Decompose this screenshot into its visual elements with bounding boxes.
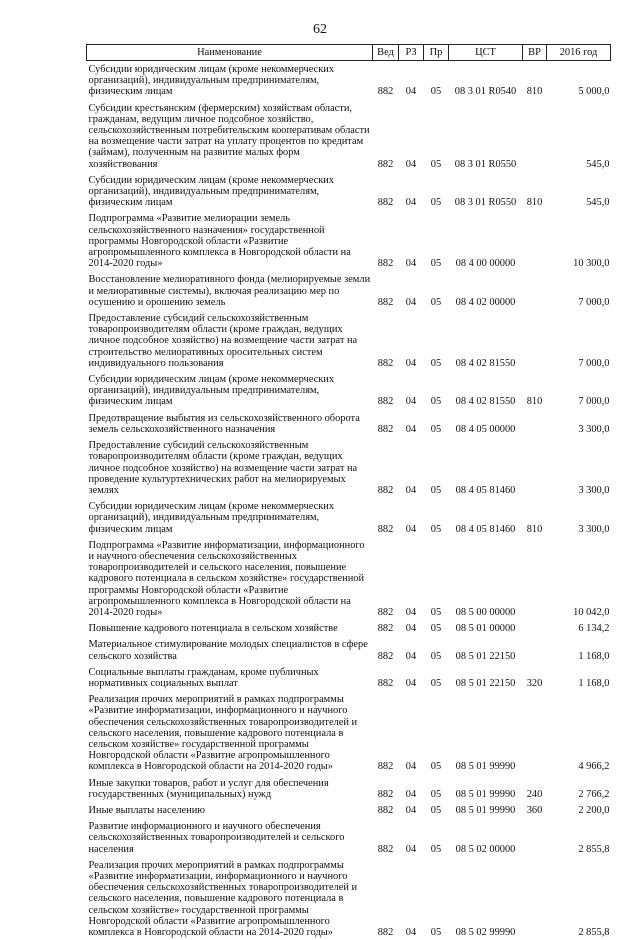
- row-rz: 04: [405, 677, 417, 689]
- row-rz: 04: [405, 788, 417, 800]
- row-name: Реализация прочих мероприятий в рамках подпрограммы «Развитие информатизации, информационного и научного обеспечения сельскохозяйственных товаропроизводителей и сельского населения, повышение кадрового потенциала в сельском хозяйстве» государственной программы Новгородской области «Развитие агропромышленного комплекса в Новгородской области на 2014-2020 годы»: [88, 694, 358, 773]
- row-sum: 7 000,0: [578, 357, 610, 369]
- row-ved: 882: [377, 761, 394, 773]
- row-rz: 04: [405, 484, 417, 496]
- row-vr: 810: [526, 86, 543, 98]
- row-ved: 882: [377, 197, 394, 209]
- row-sum: 6 134,2: [578, 623, 610, 635]
- row-vr: [523, 210, 547, 271]
- row-ved: 882: [377, 623, 394, 635]
- row-name: Подпрограмма «Развитие информатизации, информационного и научного обеспечения сельскохозяйственных товаропроизводителей и сельского населения, повышение кадрового потенциала в сельском хозяйстве» государственной программы Новгородской области «Развитие агропромышленного комплекса в Новгородской области на 2014-2020 годы»: [88, 539, 365, 618]
- row-sum: 7 000,0: [578, 396, 610, 408]
- table-row: [87, 620, 611, 636]
- table-row: [87, 310, 611, 371]
- row-name: Субсидии юридическим лицам (кроме некоммерческих организаций), индивидуальным предпринимателям, физическим лицам: [88, 64, 335, 98]
- row-rz: 04: [405, 423, 417, 435]
- row-cst: 08 5 01 00000: [455, 623, 516, 635]
- row-rz: 04: [405, 843, 417, 855]
- row-sum: 3 300,0: [578, 423, 610, 435]
- row-cst: 08 4 05 81460: [455, 523, 516, 535]
- row-pr: 05: [430, 623, 442, 635]
- row-rz: 04: [405, 623, 417, 635]
- row-pr: 05: [430, 86, 442, 98]
- row-rz: 04: [405, 396, 417, 408]
- row-name: Предотвращение выбытия из сельскохозяйственного оборота земель сельскохозяйственного назначения: [88, 412, 360, 435]
- row-sum: 545,0: [586, 158, 610, 170]
- header-pr: Пр: [424, 45, 449, 61]
- row-vr: [523, 100, 547, 172]
- row-vr: 810: [526, 197, 543, 209]
- row-sum: 10 042,0: [573, 606, 610, 618]
- row-sum: 3 300,0: [578, 484, 610, 496]
- row-cst: 08 4 05 81460: [455, 484, 516, 496]
- table-row: [87, 775, 611, 802]
- row-cst: 08 4 05 00000: [455, 423, 516, 435]
- row-pr: 05: [430, 423, 442, 435]
- table-row: [87, 691, 611, 774]
- row-name: Иные закупки товаров, работ и услуг для обеспечения государственных (муниципальных) нужд: [88, 777, 329, 800]
- header-ved: Вед: [373, 45, 399, 61]
- row-vr: [523, 857, 547, 940]
- table-row: [87, 271, 611, 310]
- row-vr: 240: [526, 788, 543, 800]
- row-rz: 04: [405, 158, 417, 170]
- row-name: Субсидии крестьянским (фермерским) хозяйствам области, гражданам, ведущим личное подсобное хозяйство, сельскохозяйственным потребительским кооперативам области на возмещение части затрат на уплату процентов по кредитам (займам), полученным на развитие малых форм хозяйствования: [88, 102, 370, 170]
- row-name: Восстановление мелиоративного фонда (мелиорируемые земли и мелиоративные системы), включая реализацию мер по осушению и орошению земель: [88, 274, 371, 308]
- header-cst: ЦСТ: [449, 45, 523, 61]
- row-sum: 1 168,0: [578, 677, 610, 689]
- row-ved: 882: [377, 258, 394, 270]
- row-rz: 04: [405, 927, 417, 939]
- row-vr: [523, 271, 547, 310]
- budget-table: [86, 44, 611, 940]
- row-vr: 360: [526, 804, 543, 816]
- row-pr: 05: [430, 650, 442, 662]
- row-sum: 10 300,0: [573, 258, 610, 270]
- row-cst: 08 3 01 R0550: [454, 158, 517, 170]
- row-rz: 04: [405, 761, 417, 773]
- row-rz: 04: [405, 606, 417, 618]
- table-row: [87, 857, 611, 940]
- row-vr: [523, 437, 547, 498]
- row-ved: 882: [377, 158, 394, 170]
- row-ved: 882: [377, 788, 394, 800]
- row-pr: 05: [430, 258, 442, 270]
- row-ved: 882: [377, 296, 394, 308]
- row-name: Субсидии юридическим лицам (кроме некоммерческих организаций), индивидуальным предпринимателям, физическим лицам: [88, 174, 335, 209]
- row-sum: 2 200,0: [578, 804, 610, 816]
- row-ved: 882: [377, 357, 394, 369]
- row-sum: 5 000,0: [578, 86, 610, 98]
- row-pr: 05: [430, 296, 442, 308]
- row-sum: 2 855,8: [578, 843, 610, 855]
- table-row: [87, 410, 611, 437]
- header-name: Наименование: [87, 45, 373, 61]
- row-vr: 810: [526, 523, 543, 535]
- row-cst: 08 4 02 81550: [455, 357, 516, 369]
- row-name: Повышение кадрового потенциала в сельском хозяйстве: [88, 623, 338, 635]
- row-name: Иные выплаты населению: [88, 804, 206, 816]
- row-name: Социальные выплаты гражданам, кроме публичных нормативных социальных выплат: [88, 666, 319, 689]
- table-row: [87, 802, 611, 818]
- table-row: [87, 61, 611, 100]
- row-ved: 882: [377, 843, 394, 855]
- row-pr: 05: [430, 788, 442, 800]
- row-pr: 05: [430, 484, 442, 496]
- header-rz: РЗ: [399, 45, 424, 61]
- row-ved: 882: [377, 484, 394, 496]
- row-pr: 05: [430, 197, 442, 209]
- row-cst: 08 5 01 99990: [455, 761, 516, 773]
- row-name: Реализация прочих мероприятий в рамках подпрограммы «Развитие информатизации, информационного и научного обеспечения сельскохозяйственных товаропроизводителей и сельского населения, повышение кадрового потенциала в сельском хозяйстве» государственной программы Новгородской области «Развитие агропромышленного комплекса в Новгородской области на 2014-2020 годы»: [88, 859, 358, 939]
- row-name: Материальное стимулирование молодых специалистов в сфере сельского хозяйства: [88, 639, 368, 662]
- row-name: Предоставление субсидий сельскохозяйственным товаропроизводителям области (кроме граждан, ведущих личное подсобное хозяйство) на возмещение части затрат на проведение культуртехнических работ на мелиорируемых землях: [88, 440, 358, 496]
- row-pr: 05: [430, 606, 442, 618]
- row-vr: [523, 636, 547, 663]
- row-ved: 882: [377, 423, 394, 435]
- row-rz: 04: [405, 804, 417, 816]
- row-ved: 882: [377, 804, 394, 816]
- row-cst: 08 4 02 00000: [455, 296, 516, 308]
- row-sum: 4 966,2: [578, 761, 610, 773]
- row-cst: 08 5 01 99990: [455, 804, 516, 816]
- row-rz: 04: [405, 523, 417, 535]
- row-pr: 05: [430, 396, 442, 408]
- row-sum: 2 855,8: [578, 927, 610, 939]
- row-ved: 882: [377, 606, 394, 618]
- row-vr: 320: [526, 677, 543, 689]
- row-pr: 05: [430, 677, 442, 689]
- row-sum: 7 000,0: [578, 296, 610, 308]
- row-name: Субсидии юридическим лицам (кроме некоммерческих организаций), индивидуальным предпринимателям, физическим лицам: [88, 374, 335, 408]
- row-vr: [523, 310, 547, 371]
- row-cst: 08 3 01 R0550: [454, 197, 517, 209]
- row-vr: [523, 537, 547, 620]
- row-pr: 05: [430, 927, 442, 939]
- header-vr: ВР: [523, 45, 547, 61]
- row-vr: [523, 620, 547, 636]
- page-number: 62: [313, 22, 327, 37]
- row-sum: 3 300,0: [578, 523, 610, 535]
- row-cst: 08 5 01 22150: [455, 677, 516, 689]
- row-ved: 882: [377, 650, 394, 662]
- row-cst: 08 5 02 00000: [455, 843, 516, 855]
- table-row: [87, 498, 611, 537]
- row-vr: [523, 691, 547, 774]
- row-pr: 05: [430, 804, 442, 816]
- row-ved: 882: [377, 396, 394, 408]
- row-vr: [523, 410, 547, 437]
- row-vr: [523, 818, 547, 857]
- row-sum: 2 766,2: [578, 788, 610, 800]
- row-pr: 05: [430, 843, 442, 855]
- row-rz: 04: [405, 357, 417, 369]
- header-year: 2016 год: [547, 45, 611, 61]
- row-cst: 08 3 01 R0540: [454, 86, 517, 98]
- table-row: [87, 818, 611, 857]
- row-pr: 05: [430, 761, 442, 773]
- row-cst: 08 5 01 99990: [455, 788, 516, 800]
- row-name: Предоставление субсидий сельскохозяйственным товаропроизводителям области (кроме граждан, ведущих личное подсобное хозяйство) на возмещение части затрат на строительство мелиоративных оросительных систем индивидуального пользования: [88, 313, 358, 369]
- table-row: [87, 100, 611, 172]
- table-header-row: [87, 45, 611, 61]
- row-sum: 1 168,0: [578, 650, 610, 662]
- row-sum: 545,0: [586, 197, 610, 209]
- row-cst: 08 4 02 81550: [455, 396, 516, 408]
- row-ved: 882: [377, 86, 394, 98]
- row-name: Развитие информационного и научного обеспечения сельскохозяйственных товаропроизводителей и сельского населения: [88, 821, 345, 855]
- table-row: [87, 437, 611, 498]
- row-name: Субсидии юридическим лицам (кроме некоммерческих организаций), индивидуальным предпринимателям, физическим лицам: [88, 501, 335, 535]
- row-pr: 05: [430, 158, 442, 170]
- row-cst: 08 5 00 00000: [455, 606, 516, 618]
- row-rz: 04: [405, 650, 417, 662]
- table-row: [87, 210, 611, 271]
- row-ved: 882: [377, 927, 394, 939]
- row-rz: 04: [405, 86, 417, 98]
- row-rz: 04: [405, 296, 417, 308]
- table-row: [87, 172, 611, 211]
- row-pr: 05: [430, 357, 442, 369]
- table-row: [87, 664, 611, 691]
- row-cst: 08 5 01 22150: [455, 650, 516, 662]
- row-cst: 08 4 00 00000: [455, 258, 516, 270]
- table-row: [87, 371, 611, 410]
- row-pr: 05: [430, 523, 442, 535]
- row-rz: 04: [405, 258, 417, 270]
- table-row: [87, 636, 611, 663]
- row-vr: 810: [526, 396, 543, 408]
- row-ved: 882: [377, 523, 394, 535]
- row-name: Подпрограмма «Развитие мелиорации земель сельскохозяйственного назначения» государственной программы Новгородской области «Развитие агропромышленного комплекса в Новгородской области на 2014-2020 годы»: [88, 213, 351, 270]
- row-cst: 08 5 02 99990: [455, 927, 516, 939]
- row-ved: 882: [377, 677, 394, 689]
- row-rz: 04: [405, 197, 417, 209]
- table-row: [87, 537, 611, 620]
